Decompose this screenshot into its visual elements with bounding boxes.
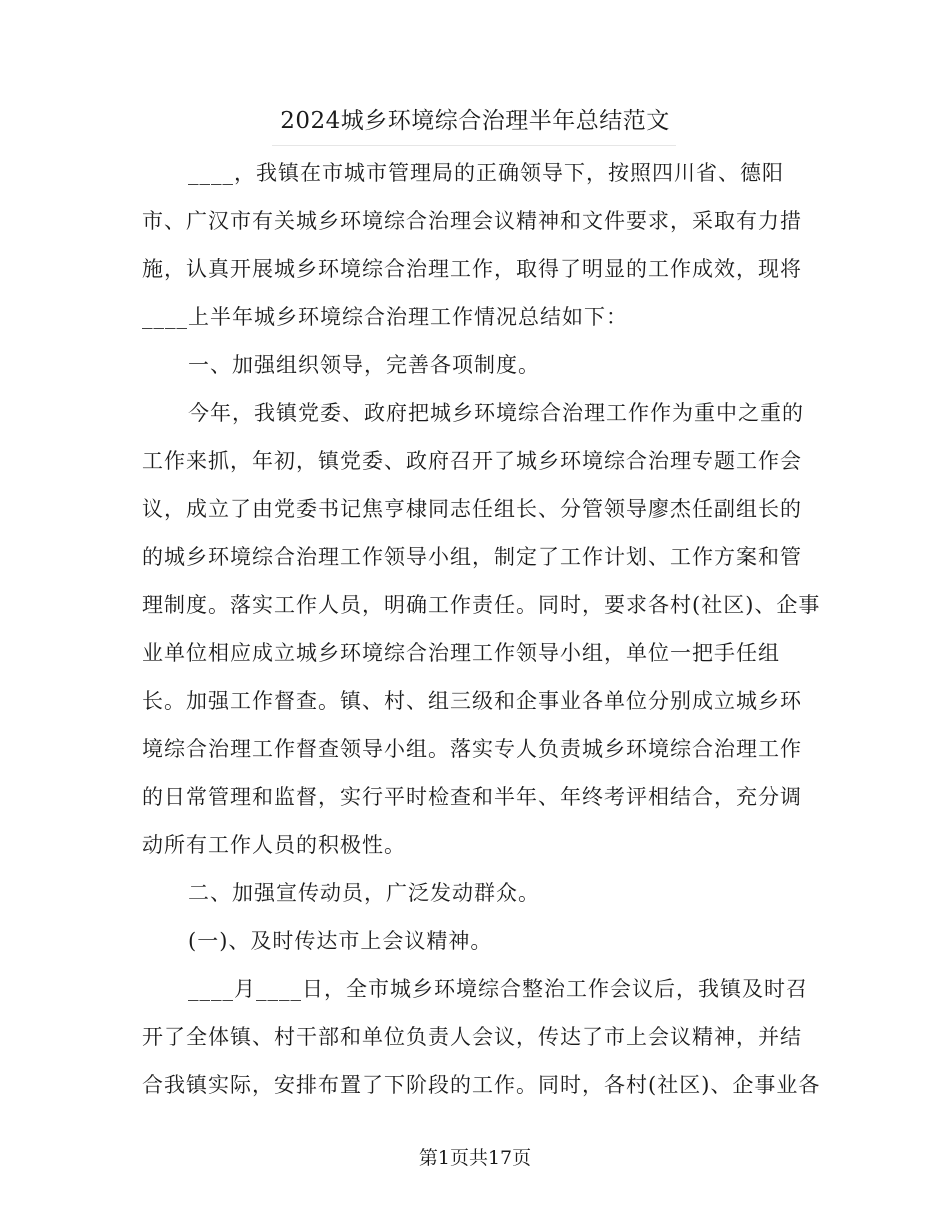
section-heading: 一、加强组织领导，完善各项制度。 (188, 353, 540, 377)
text-line: ____上半年城乡环境综合治理工作情况总结如下： (142, 305, 628, 329)
text-line: 业单位相应成立城乡环境综合治理工作领导小组，单位一把手任组 (142, 641, 780, 665)
text-line: 的城乡环境综合治理工作领导小组，制定了工作计划、工作方案和管 (142, 545, 802, 569)
text-line: ____，我镇在市城市管理局的正确领导下，按照四川省、德阳 (188, 161, 784, 185)
text-line: 工作来抓，年初，镇党委、政府召开了城乡环境综合治理专题工作会 (142, 449, 802, 473)
text-line: 动所有工作人员的积极性。 (142, 833, 406, 857)
text-line: 议，成立了由党委书记焦亨棣同志任组长、分管领导廖杰任副组长的 (142, 497, 802, 521)
text-line: 市、广汉市有关城乡环境综合治理会议精神和文件要求，采取有力措 (142, 209, 802, 233)
text-line: 合我镇实际，安排布置了下阶段的工作。同时，各村(社区)、企事业各 (142, 1073, 821, 1097)
text-line: 今年，我镇党委、政府把城乡环境综合治理工作作为重中之重的 (188, 401, 804, 425)
text-line: 开了全体镇、村干部和单位负责人会议，传达了市上会议精神，并结 (142, 1025, 802, 1049)
section-heading: 二、加强宣传动员，广泛发动群众。 (188, 881, 540, 905)
text-line: ____月____日，全市城乡环境综合整治工作会议后，我镇及时召 (188, 977, 808, 1001)
document-title: 2024城乡环境综合治理半年总结范文 (280, 108, 670, 134)
text-line: 的日常管理和监督，实行平时检查和半年、年终考评相结合，充分调 (142, 785, 802, 809)
text-line: 施，认真开展城乡环境综合治理工作，取得了明显的工作成效，现将 (142, 257, 802, 281)
title-divider (272, 145, 676, 146)
text-line: 理制度。落实工作人员，明确工作责任。同时，要求各村(社区)、企事 (142, 593, 821, 617)
subsection-heading: (一)、及时传达市上会议精神。 (188, 929, 493, 953)
text-line: 长。加强工作督查。镇、村、组三级和企事业各单位分别成立城乡环 (142, 689, 802, 713)
text-line: 境综合治理工作督查领导小组。落实专人负责城乡环境综合治理工作 (142, 737, 802, 761)
page-number-footer: 第1页共17页 (418, 1147, 532, 1169)
